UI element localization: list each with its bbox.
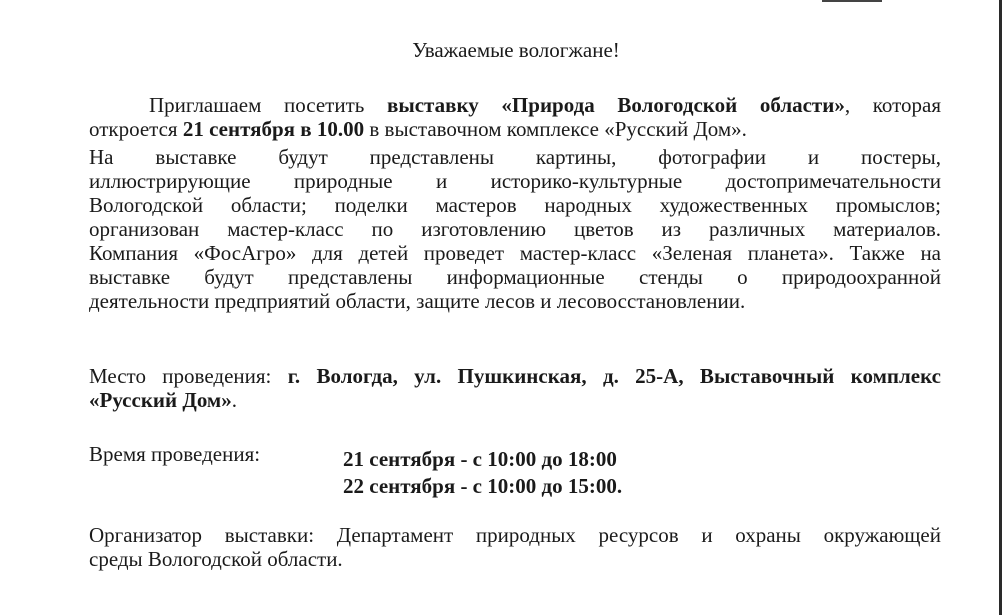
intro-line-1: Приглашаем посетить выставку «Природа Вологодской области», которая: [149, 93, 941, 117]
description-line: Вологодской области; поделки мастеров народных художественных промыслов;: [89, 193, 941, 217]
organizer-line-1: Организатор выставки: Департамент природных ресурсов и охраны окружающей: [89, 523, 941, 547]
place-address: г. Вологда, ул. Пушкинская, д. 25-А, Выставочный комплекс: [287, 364, 941, 388]
time-label: Время проведения:: [89, 442, 261, 466]
place-venue: «Русский Дом»: [89, 388, 232, 412]
description-line: организован мастер-класс по изготовлению цветов из различных материалов.: [89, 217, 941, 241]
description-line: выставке будут представлены информационные стенды о природоохранной: [89, 265, 941, 289]
intro-line-2: откроется 21 сентября в 10.00 в выставочном комплексе «Русский Дом».: [89, 117, 747, 141]
exhibition-name: выставку «Природа Вологодской области»: [387, 93, 845, 117]
place-line-1: [89, 364, 941, 388]
organizer-paragraph: [89, 523, 941, 571]
place-line-2: «Русский Дом».: [89, 388, 237, 412]
description-line: деятельности предприятий области, защите лесов и лесовосстановлении.: [89, 289, 746, 313]
opening-date: 21 сентября в 10.00: [182, 117, 365, 141]
description-line: иллюстрирующие природные и историко-культурные достопримечательности: [89, 169, 941, 193]
scan-edge-mark: [822, 0, 882, 2]
schedule-day-2: 22 сентября - с 10:00 до 15:00.: [343, 474, 623, 498]
description-line: На выставке будут представлены картины, фотографии и постеры,: [89, 145, 941, 169]
place-label: Место проведения:: [89, 364, 288, 388]
place-paragraph: [89, 364, 941, 412]
schedule-day-1: 21 сентября - с 10:00 до 18:00: [343, 447, 617, 471]
greeting-heading: Уважаемые вологжане!: [412, 38, 620, 62]
time-schedule: [343, 446, 622, 500]
intro-paragraph: [89, 93, 941, 141]
description-paragraph: [89, 145, 941, 313]
organizer-line-2: среды Вологодской области.: [89, 547, 343, 571]
description-line: Компания «ФосАгро» для детей проведет мастер-класс «Зеленая планета». Также на: [89, 241, 941, 265]
